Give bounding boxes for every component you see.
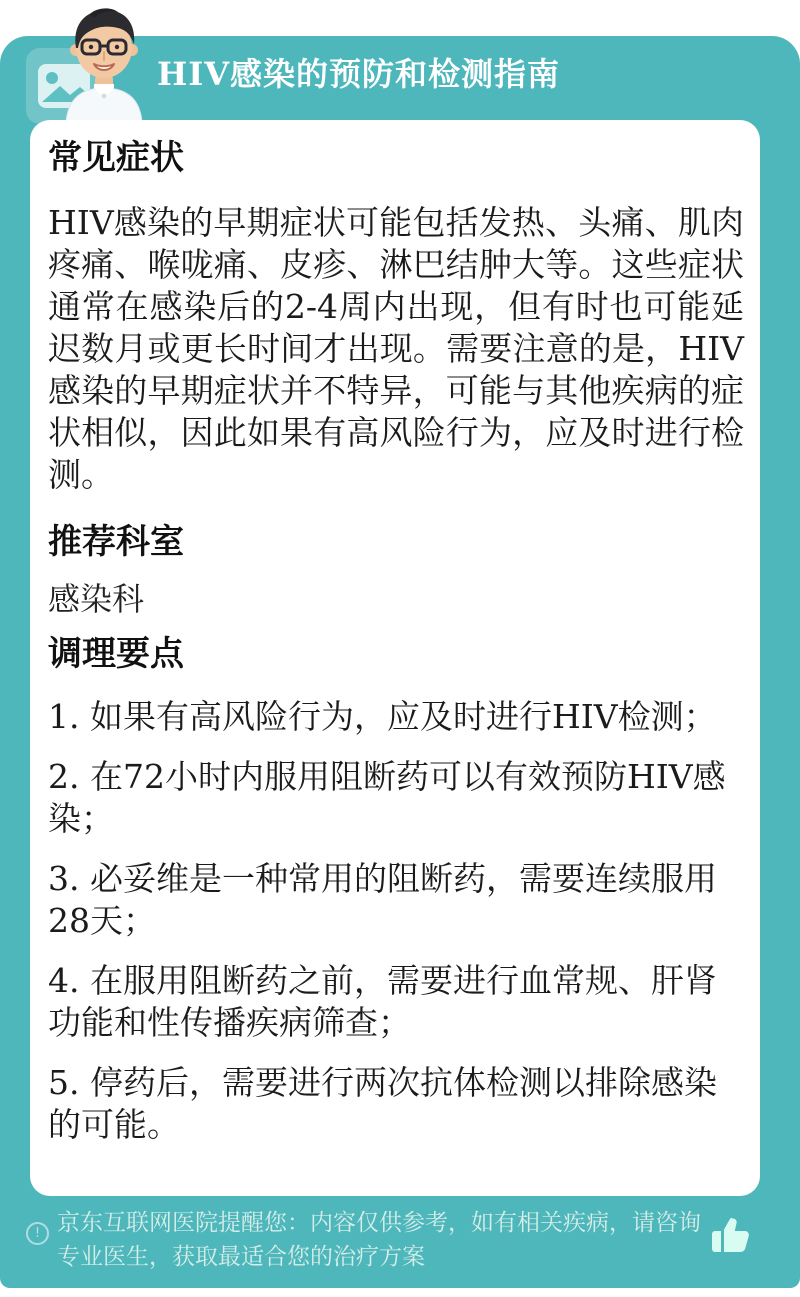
care-point-item: 3. 必妥维是一种常用的阻断药，需要连续服用28天； xyxy=(48,859,717,940)
disclaimer-text: 京东互联网医院提醒您：内容仅供参考，如有相关疾病，请咨询专业医生，获取最适合您的治疗方案 xyxy=(57,1210,701,1270)
section-heading-symptoms: 常见症状 xyxy=(48,138,184,178)
care-point-item: 4. 在服用阻断药之前，需要进行血常规、肝肾功能和性传播疾病筛查； xyxy=(48,961,717,1042)
thumbs-up-icon[interactable] xyxy=(709,1214,753,1257)
care-point-item: 5. 停药后，需要进行两次抗体检测以排除感染的可能。 xyxy=(48,1063,717,1144)
care-point-list xyxy=(48,696,744,1146)
info-icon: ! xyxy=(26,1222,49,1245)
page-title: HIV感染的预防和检测指南 xyxy=(157,55,561,93)
care-point-item: 2. 在72小时内服用阻断药可以有效预防HIV感染； xyxy=(48,757,726,838)
department-value: 感染科 xyxy=(48,580,145,618)
content-card xyxy=(30,120,760,1196)
section-heading-care: 调理要点 xyxy=(48,634,184,674)
footer-disclaimer-bar xyxy=(0,1206,800,1274)
symptoms-paragraph: HIV感染的早期症状可能包括发热、头痛、肌肉疼痛、喉咙痛、皮疹、淋巴结肿大等。这些症状通常在感染后的2-4周内出现，但有时也可能延迟数月或更长时间才出现。需要注意的是，HIV感染的早期症状并不特异，可能与其他疾病的症状相似，因此如果有高风险行为，应及时进行检测。 xyxy=(48,203,744,494)
care-point-item: 1. 如果有高风险行为，应及时进行HIV检测； xyxy=(48,697,717,736)
section-heading-department: 推荐科室 xyxy=(48,522,184,562)
doctor-avatar xyxy=(56,4,152,122)
